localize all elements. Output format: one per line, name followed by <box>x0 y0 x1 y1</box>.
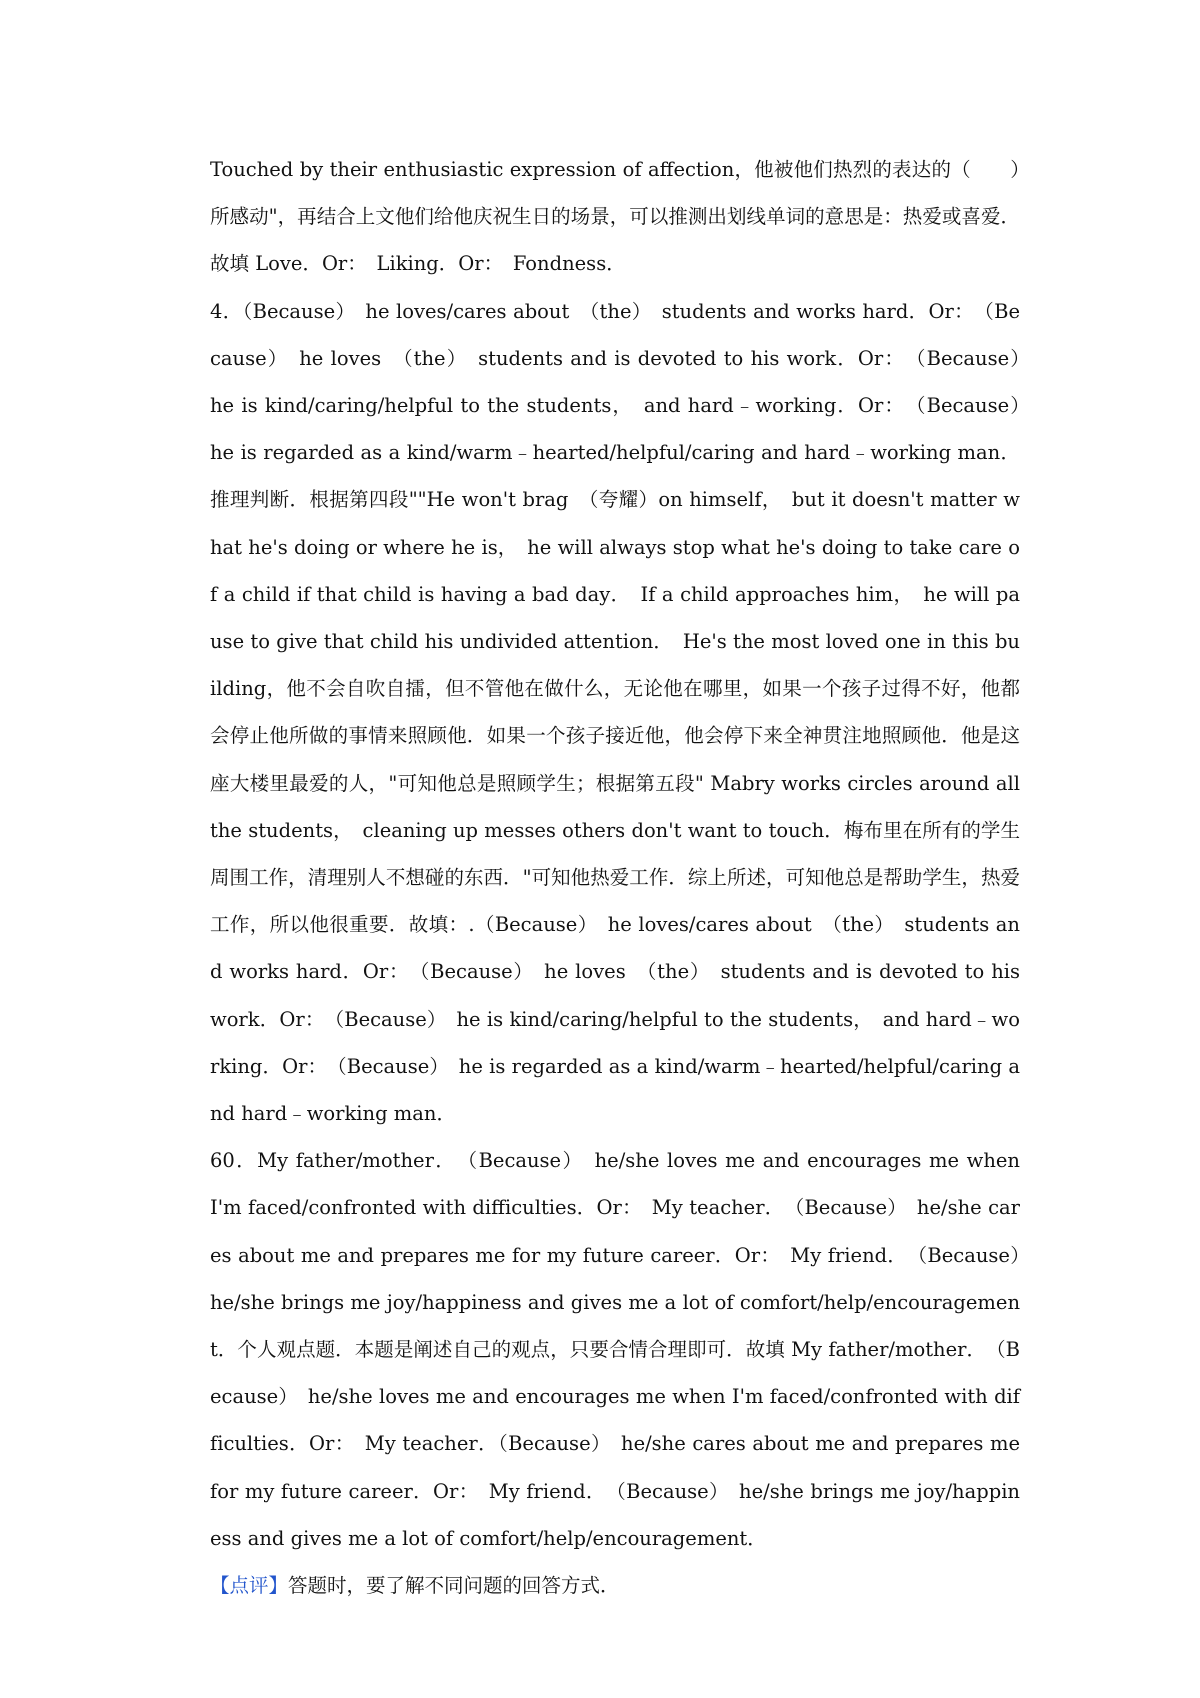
answer-explanation-content <box>210 146 1040 1609</box>
comment-text: 答题时，要了解不同问题的回答方式． <box>288 1574 620 1598</box>
paragraph-q3-explanation: Touched by their enthusiastic expression of affection，他被他们热烈的表达的（ ）所感动"，再结合上文他们给他庆祝生日的场景，可以推测出划线单词的意思是：热爱或喜爱．故填 Love．Or： Liking．Or： Fondness． <box>210 158 1020 276</box>
comment-paragraph <box>210 1562 1020 1609</box>
paragraph-q4-answer: 4．（Because） he loves/cares about （the） students and works hard．Or： （Because） he loves （the） students and is devoted to his work．Or： （Because） he is kind/caring/helpful to the students， and hard﹣working．Or： （Because） he is regarded as a kind/warm﹣hearted/helpful/caring and hard﹣working man．推理判断．根据第四段""He won't brag （夸耀）on himself， but it doesn't matter what he's doing or where he is， he will always stop what he's doing to take care of a child if that child is having a bad day． If a child approaches him， he will pause to give that child his undivided attention． He's the most loved one in this building，他不会自吹自擂，但不管他在做什么，无论他在哪里，如果一个孩子过得不好，他都会停止他所做的事情来照顾他．如果一个孩子接近他，他会停下来全神贯注地照顾他．他是这座大楼里最爱的人，"可知他总是照顾学生；根据第五段" Mabry works circles around all the students， cleaning up messes others don't want to touch．梅布里在所有的学生周围工作，清理别人不想碰的东西．"可知他热爱工作．综上所述，可知他总是帮助学生，热爱工作，所以他很重要．故填：.（Because） he loves/cares about （the） students and works hard．Or： （Because） he loves （the） students and is devoted to his work．Or： （Because） he is kind/caring/helpful to the students， and hard﹣working．Or： （Because） he is regarded as a kind/warm﹣hearted/helpful/caring and hard﹣working man． <box>210 299 1040 1126</box>
comment-label: 【点评】 <box>210 1574 289 1598</box>
paragraph-q60-answer: 60．My father/mother． （Because） he/she loves me and encourages me when I'm faced/confronted with difficulties．Or： My teacher． （Because） he/she cares about me and prepares me for my future career．Or： My friend． （Because） he/she brings me joy/happiness and gives me a lot of comfort/help/encouragement．个人观点题．本题是阐述自己的观点，只要合情合理即可．故填 My father/mother． （Because） he/she loves me and encourages me when I'm faced/confronted with difficulties．Or： My teacher．（Because） he/she cares about me and prepares me for my future career．Or： My friend． （Because） he/she brings me joy/happiness and gives me a lot of comfort/help/encouragement． <box>210 1149 1040 1550</box>
